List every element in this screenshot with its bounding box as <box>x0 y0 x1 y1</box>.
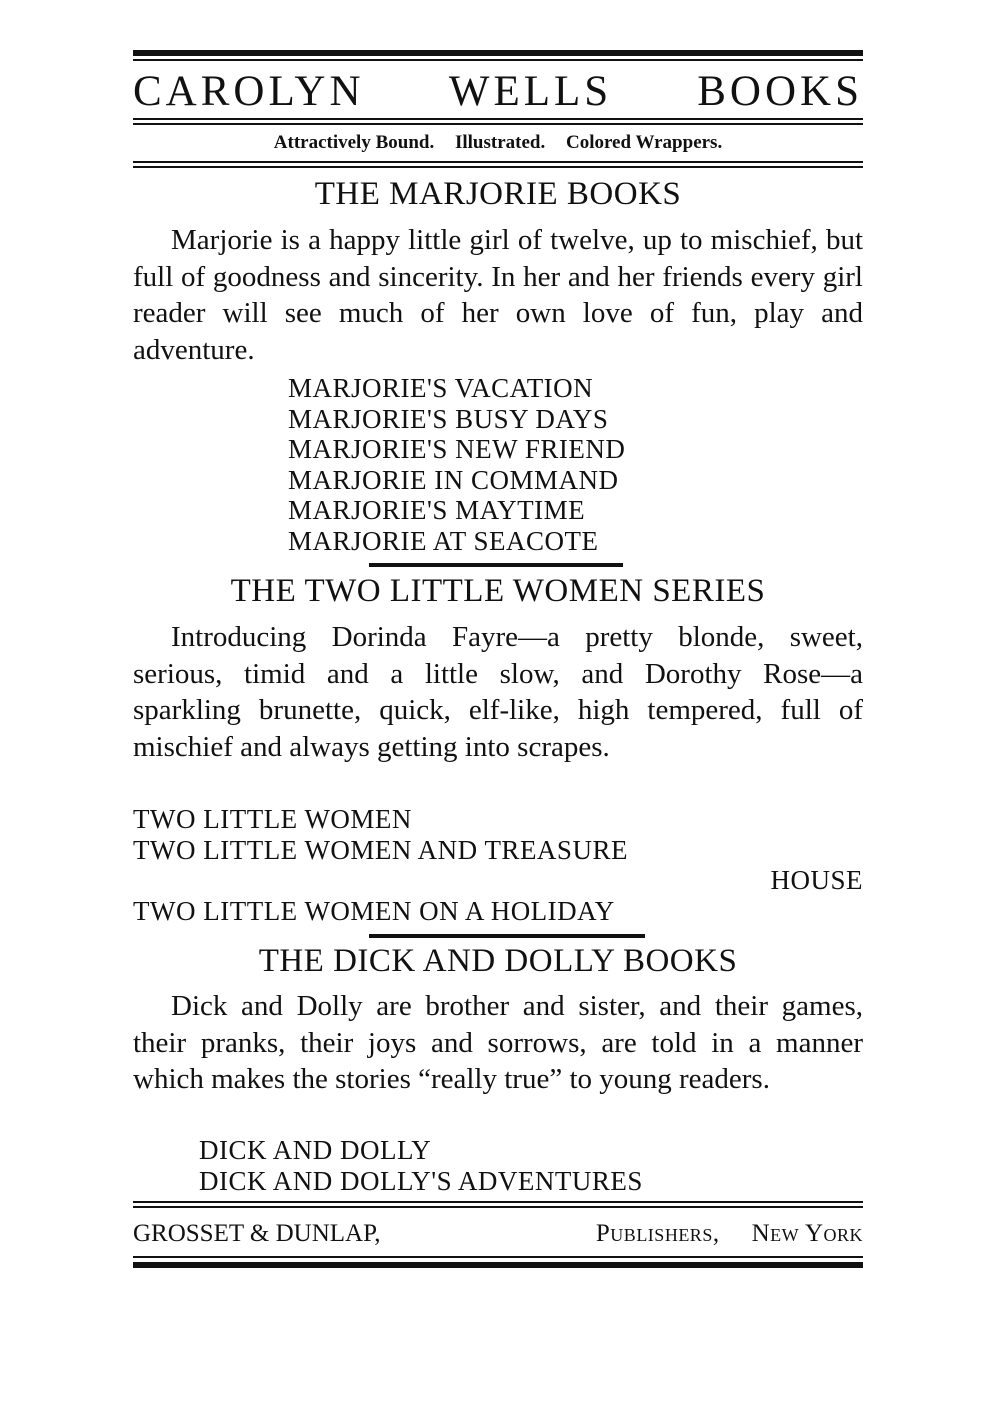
section-heading-marjorie: THE MARJORIE BOOKS <box>314 176 682 212</box>
book-title: MARJORIE'S NEW FRIEND <box>288 434 626 464</box>
section-heading-dick-and-dolly: THE DICK AND DOLLY BOOKS <box>258 943 738 979</box>
book-title: TWO LITTLE WOMEN <box>133 804 412 834</box>
footer-rule-top-2 <box>133 1206 863 1208</box>
section-description-marjorie: Marjorie is a happy little girl of twelve, up to mischief, but full of goodness and sincerity. In her and her friends every girl reader will see much of her own love of fun, play and adventure. <box>133 224 863 366</box>
publisher-name: GROSSET & DUNLAP, <box>133 1220 381 1247</box>
top-rule-thick <box>133 50 863 56</box>
feature-bound: Attractively Bound. <box>273 132 435 153</box>
bottom-rule-thick <box>133 1262 863 1268</box>
section-divider-1 <box>369 563 623 567</box>
book-list-dick-and-dolly <box>199 1135 643 1196</box>
book-title: DICK AND DOLLY <box>199 1135 432 1165</box>
publisher-label: Publishers, <box>595 1220 720 1247</box>
feature-illustrated: Illustrated. <box>454 132 546 153</box>
subtitle-rule <box>133 166 863 168</box>
title-underline <box>133 123 863 125</box>
book-title: MARJORIE IN COMMAND <box>288 464 619 495</box>
feature-wrappers: Colored Wrappers. <box>565 132 723 153</box>
page-title: CAROLYN WELLS BOOKS <box>133 68 863 115</box>
subtitle-rule-thin <box>133 161 863 163</box>
section-heading-two-little-women: THE TWO LITTLE WOMEN SERIES <box>230 573 766 609</box>
publisher-details <box>596 1221 863 1246</box>
footer-rule-top <box>133 1201 863 1203</box>
book-title: TWO LITTLE WOMEN AND TREASURE <box>133 834 628 865</box>
book-title: MARJORIE'S VACATION <box>288 373 594 403</box>
features-line <box>133 133 863 152</box>
section-description-two-little-women: Introducing Dorinda Fayre—a pretty blonde, sweet, serious, timid and a little slow, and Dorothy Rose—a sparkling brunette, quick, elf-like, high tempered, full of mischief and always getting into scrapes. <box>133 621 863 763</box>
book-title: MARJORIE'S BUSY DAYS <box>288 403 609 434</box>
publisher-city: New York <box>751 1220 863 1247</box>
book-title: HOUSE <box>770 865 863 895</box>
section-divider-2 <box>369 934 645 938</box>
book-title: MARJORIE AT SEACOTE <box>288 525 599 556</box>
book-title: MARJORIE'S MAYTIME <box>288 495 586 525</box>
book-list-marjorie <box>288 373 625 556</box>
book-title: TWO LITTLE WOMEN ON A HOLIDAY <box>133 895 615 926</box>
title-underline-thin <box>133 118 863 120</box>
bottom-rule-thin <box>133 1256 863 1258</box>
book-title: DICK AND DOLLY'S ADVENTURES <box>199 1165 643 1196</box>
book-list-two-little-women <box>133 804 863 926</box>
top-rule-thin <box>133 59 863 61</box>
publisher-line <box>133 1221 863 1246</box>
section-description-dick-and-dolly: Dick and Dolly are brother and sister, and their games, their pranks, their joys and sorrows, are told in a manner which makes the stories “really true” to young readers. <box>133 990 863 1095</box>
